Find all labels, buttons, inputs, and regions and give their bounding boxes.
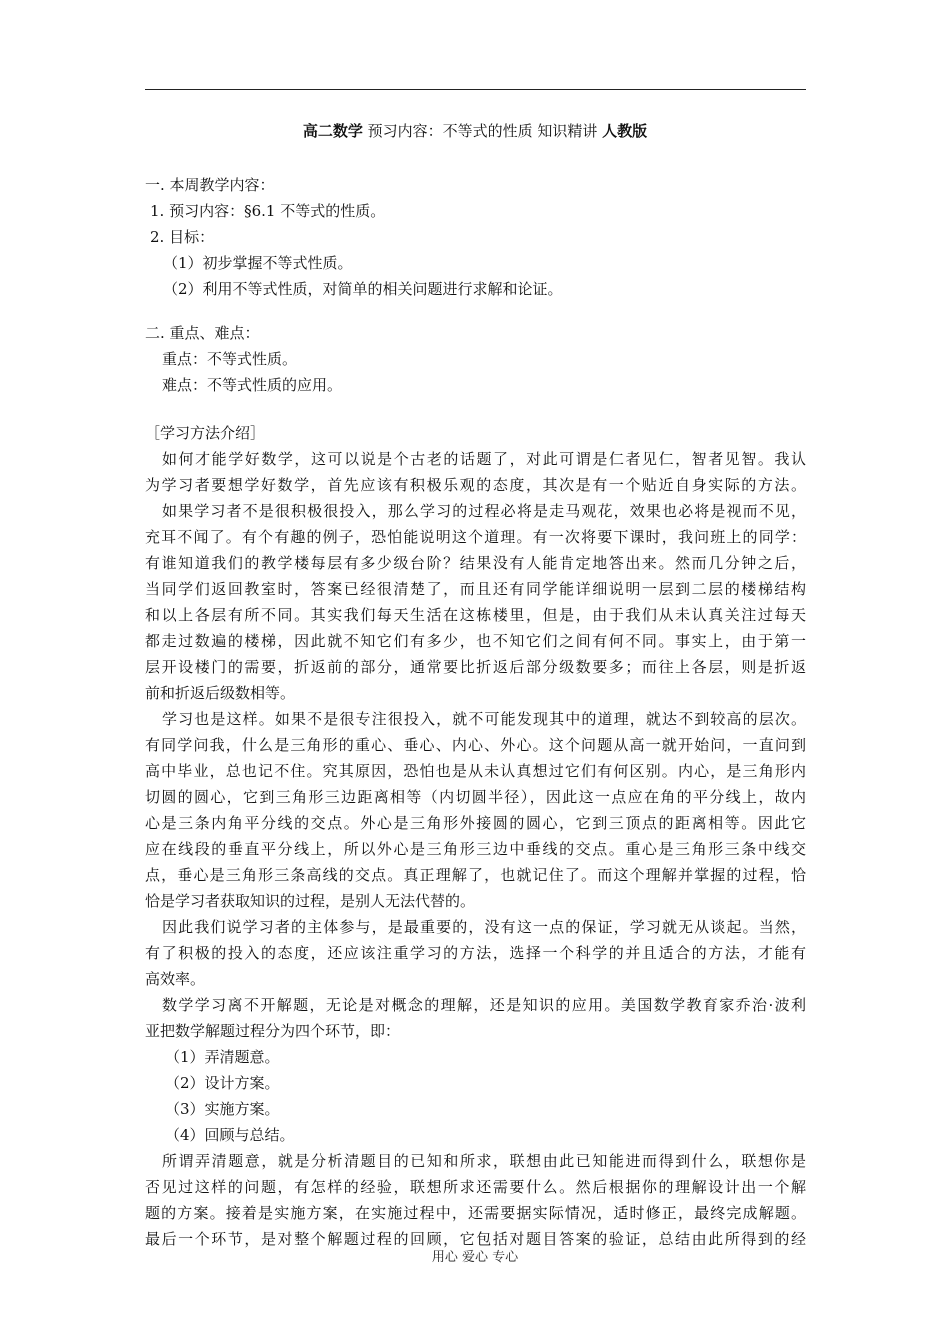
paragraph-line: 前和折返后级数相等。 [145, 684, 296, 702]
section1-heading: 一. 本周教学内容： [145, 176, 275, 194]
paragraph-line: 数学学习离不开解题，无论是对概念的理解，还是知识的应用。美国数学教育家乔治·波利 [162, 996, 806, 1014]
paragraph-line: 有同学问我，什么是三角形的重心、垂心、内心、外心。这个问题从高一就开始问，一直问到 [145, 736, 806, 754]
paragraph-line: 否见过这样的问题，有怎样的经验，联想所求还需要什么。然后根据你的理解设计出一个解 [145, 1178, 806, 1196]
spacer [145, 398, 806, 420]
paragraph-line: 高效率。 [145, 970, 206, 988]
paragraph-line: 为学习者要想学好数学，首先应该有积极乐观的态度，其次是有一个贴近自身实际的方法。 [145, 476, 806, 494]
header-rule [145, 89, 806, 90]
step-item: （1）弄清题意。 [165, 1048, 280, 1066]
paragraph-line: 最后一个环节，是对整个解题过程的回顾，它包括对题目答案的验证，总结由此所得到的经 [145, 1230, 806, 1248]
step-item: （2）设计方案。 [165, 1074, 280, 1092]
paragraph-line: 有了积极的投入的态度，还应该注重学习的方法，选择一个科学的并且适合的方法，才能有 [145, 944, 806, 962]
title-publisher: 人教版 [602, 122, 648, 140]
title-subject: 高二数学 [302, 122, 363, 140]
paragraph-line: 学习也是这样。如果不是很专注很投入，就不可能发现其中的道理，就达不到较高的层次。 [162, 710, 806, 728]
difficult-point: 难点：不等式性质的应用。 [162, 376, 343, 394]
paragraph-line: 点，垂心是三角形三条高线的交点。真正理解了，也就记住了。而这个理解并掌握的过程，恰 [145, 866, 806, 884]
step-item: （4）回顾与总结。 [165, 1126, 295, 1144]
method-heading: ［学习方法介绍］ [145, 424, 266, 442]
paragraph-line: 有谁知道我们的教学楼每层有多少级台阶？结果没有人能肯定地答出来。然而几分钟之后， [145, 554, 806, 572]
step-item: （3）实施方案。 [165, 1100, 280, 1118]
section1-item-preview: 1. 预习内容：§6.1 不等式的性质。 [150, 202, 386, 220]
paragraph-line: 切圆的圆心，它到三角形三边距离相等（内切圆半径），因此这一点应在角的平分线上，故内 [145, 788, 806, 806]
paragraph-line: 所谓弄清题意，就是分析清题目的已知和所求，联想由此已知能进而得到什么，联想你是 [162, 1152, 806, 1170]
paragraph-line: 心是三条内角平分线的交点。外心是三角形外接圆的圆心，它到三顶点的距离相等。因此它 [145, 814, 806, 832]
goal-item: （2）利用不等式性质，对简单的相关问题进行求解和论证。 [163, 280, 563, 298]
paragraph-line: 高中毕业，总也记不住。究其原因，恐怕也是从未认真想过它们有何区别。内心，是三角形内 [145, 762, 806, 780]
section1-item-goals: 2. 目标： [150, 228, 215, 246]
section2-heading: 二. 重点、难点： [145, 324, 260, 342]
title-topic: 预习内容：不等式的性质 知识精讲 [362, 122, 603, 140]
paragraph-line: 都走过数遍的楼梯，因此就不知它们有多少，也不知它们之间有何不同。事实上，由于第一 [145, 632, 806, 650]
document-title [0, 120, 950, 142]
paragraph-line: 因此我们说学习者的主体参与，是最重要的，没有这一点的保证，学习就无从谈起。当然， [162, 918, 806, 936]
paragraph-line: 和以上各层有所不同。其实我们每天生活在这栋楼里，但是，由于我们从未认真关注过每天 [145, 606, 806, 624]
spacer [145, 302, 806, 320]
paragraph-line: 如何才能学好数学，这可以说是个古老的话题了，对此可谓是仁者见仁，智者见智。我认 [162, 450, 806, 468]
paragraph-line: 恰是学习者获取知识的过程，是别人无法代替的。 [145, 892, 476, 910]
page-footer: 用心 爱心 专心 [431, 1250, 519, 1265]
paragraph-line: 充耳不闻了。有个有趣的例子，恐怕能说明这个道理。有一次将要下课时，我问班上的同学： [145, 528, 806, 546]
paragraph-line: 题的方案。接着是实施方案，在实施过程中，还需要据实际情况，适时修正，最终完成解题。 [145, 1204, 806, 1222]
document-body [145, 172, 806, 1252]
paragraph-line: 如果学习者不是很积极很投入，那么学习的过程必将是走马观花，效果也必将是视而不见， [162, 502, 806, 520]
paragraph-line: 当同学们返回教室时，答案已经很清楚了，而且还有同学能详细说明一层到二层的楼梯结构 [145, 580, 806, 598]
paragraph-line: 应在线段的垂直平分线上，所以外心是三角形三边中垂线的交点。重心是三角形三条中线交 [145, 840, 806, 858]
goal-item: （1）初步掌握不等式性质。 [163, 254, 353, 272]
paragraph-line: 层开设楼门的需要，折返前的部分，通常要比折返后部分级数要多；而往上各层，则是折返 [145, 658, 806, 676]
key-point: 重点：不等式性质。 [162, 350, 298, 368]
paragraph-line: 亚把数学解题过程分为四个环节，即： [145, 1022, 401, 1040]
